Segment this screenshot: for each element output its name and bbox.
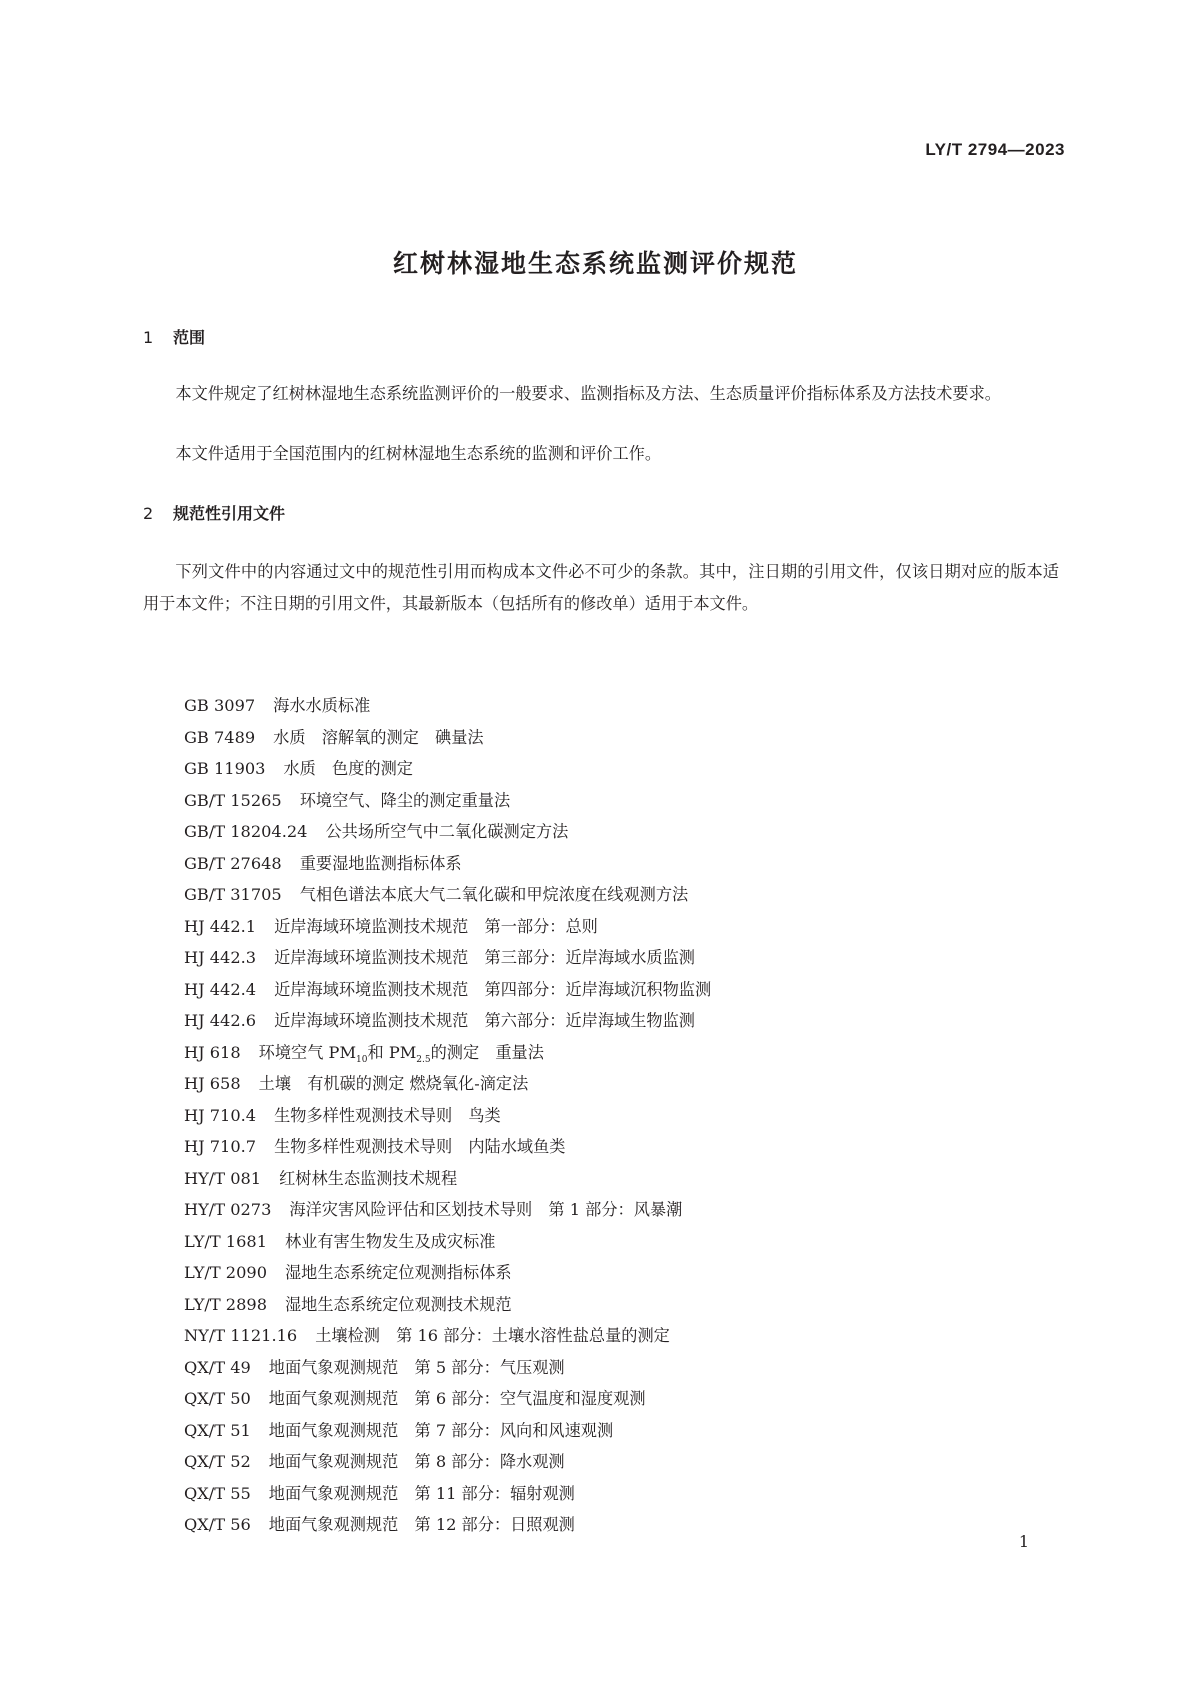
reference-code: LY/T 1681	[184, 1231, 267, 1251]
reference-title: 气相色谱法本底大气二氧化碳和甲烷浓度在线观测方法	[299, 885, 689, 904]
reference-item	[184, 1131, 711, 1163]
reference-item	[184, 1289, 711, 1321]
reference-item	[184, 1068, 711, 1100]
reference-item	[184, 785, 711, 817]
reference-code: QX/T 55	[184, 1483, 251, 1503]
reference-title: 地面气象观测规范 第 12 部分：日照观测	[268, 1515, 575, 1534]
reference-title: 湿地生态系统定位观测技术规范	[285, 1294, 512, 1314]
reference-title: 水质 色度的测定	[283, 759, 413, 778]
section-2-number: 2	[143, 504, 154, 523]
reference-code: HJ 442.4	[184, 979, 257, 999]
reference-code: HJ 442.6	[184, 1011, 257, 1030]
reference-code: GB/T 18204.24	[184, 822, 308, 841]
reference-title-part-b: 和 PM	[367, 1042, 417, 1062]
reference-title: 公共场所空气中二氧化碳测定方法	[325, 822, 569, 841]
section-1-paragraph-2: 本文件适用于全国范围内的红树林湿地生态系统的监测和评价工作。	[175, 444, 662, 463]
reference-item	[184, 1478, 711, 1510]
reference-title: 地面气象观测规范 第 6 部分：空气温度和湿度观测	[268, 1389, 646, 1408]
reference-item	[184, 848, 711, 880]
reference-title: 湿地生态系统定位观测指标体系	[285, 1263, 512, 1282]
reference-title: 地面气象观测规范 第 5 部分：气压观测	[268, 1357, 565, 1377]
reference-code: GB 7489	[184, 727, 256, 747]
reference-code: QX/T 49	[184, 1357, 251, 1377]
reference-code: QX/T 52	[184, 1452, 251, 1471]
reference-item	[184, 879, 711, 911]
reference-title: 近岸海域环境监测技术规范 第六部分：近岸海域生物监测	[274, 1011, 695, 1030]
reference-item	[184, 816, 711, 848]
standard-code: LY/T 2794—2023	[925, 140, 1065, 159]
reference-item	[184, 1163, 711, 1195]
reference-title: 地面气象观测规范 第 11 部分：辐射观测	[268, 1483, 575, 1503]
reference-item	[184, 753, 711, 785]
subscript-10: 10	[356, 1054, 368, 1065]
reference-code: HY/T 081	[184, 1168, 262, 1188]
reference-item	[184, 1446, 711, 1478]
section-2-heading	[143, 501, 285, 524]
reference-item	[184, 1509, 711, 1541]
reference-item	[184, 1226, 711, 1258]
reference-code: HY/T 0273	[184, 1200, 272, 1219]
reference-title: 土壤检测 第 16 部分：土壤水溶性盐总量的测定	[315, 1326, 670, 1345]
reference-title-part-a: 环境空气 PM	[258, 1042, 357, 1062]
document-title: 红树林湿地生态系统监测评价规范	[392, 249, 798, 278]
reference-title: 生物多样性观测技术导则 内陆水域鱼类	[274, 1137, 566, 1156]
reference-title: 水质 溶解氧的测定 碘量法	[273, 727, 484, 747]
reference-item	[184, 1100, 711, 1132]
reference-title: 海洋灾害风险评估和区划技术导则 第 1 部分：风暴潮	[289, 1200, 683, 1219]
reference-item	[184, 1257, 711, 1289]
reference-title: 近岸海域环境监测技术规范 第四部分：近岸海域沉积物监测	[274, 979, 712, 999]
reference-title: 重要湿地监测指标体系	[299, 853, 462, 873]
reference-code: HJ 658	[184, 1074, 241, 1093]
reference-item	[184, 1037, 711, 1069]
section-1-title: 范围	[173, 328, 206, 347]
reference-title: 近岸海域环境监测技术规范 第一部分：总则	[274, 916, 598, 936]
reference-item	[184, 1194, 711, 1226]
reference-code: GB/T 27648	[184, 853, 282, 873]
reference-item	[184, 1320, 711, 1352]
reference-item	[184, 690, 711, 722]
subscript-2-5: 2.5	[416, 1054, 431, 1065]
reference-code: HJ 618	[184, 1042, 241, 1062]
reference-code: HJ 442.1	[184, 916, 257, 936]
reference-code: QX/T 56	[184, 1515, 251, 1534]
reference-code: GB 3097	[184, 696, 256, 715]
reference-title-part-c: 的测定 重量法	[430, 1042, 544, 1062]
reference-title: 林业有害生物发生及成灾标准	[285, 1231, 496, 1251]
reference-code: NY/T 1121.16	[184, 1326, 298, 1345]
reference-item	[184, 1383, 711, 1415]
reference-code: QX/T 51	[184, 1420, 251, 1440]
page-number: 1	[1018, 1532, 1029, 1551]
reference-title	[258, 1042, 544, 1065]
reference-title: 海水水质标准	[273, 696, 371, 715]
reference-title: 地面气象观测规范 第 7 部分：风向和风速观测	[268, 1420, 614, 1440]
reference-code: GB 11903	[184, 759, 266, 778]
section-2-title: 规范性引用文件	[173, 504, 286, 523]
reference-code: HJ 442.3	[184, 948, 257, 967]
reference-item	[184, 1352, 711, 1384]
reference-code: HJ 710.4	[184, 1105, 257, 1125]
reference-title: 近岸海域环境监测技术规范 第三部分：近岸海域水质监测	[274, 948, 695, 967]
section-1-number: 1	[143, 328, 154, 347]
reference-code: GB/T 31705	[184, 885, 282, 904]
reference-title: 红树林生态监测技术规程	[279, 1168, 458, 1188]
reference-item	[184, 722, 711, 754]
section-2-intro: 下列文件中的内容通过文中的规范性引用而构成本文件必不可少的条款。其中，注日期的引用文件，仅该日期对应的版本适用于本文件；不注日期的引用文件，其最新版本（包括所有的修改单）适用于本文件。	[143, 562, 1059, 613]
reference-code: LY/T 2898	[184, 1294, 267, 1314]
reference-code: LY/T 2090	[184, 1263, 267, 1282]
reference-title: 环境空气、降尘的测定重量法	[299, 790, 511, 810]
reference-title: 地面气象观测规范 第 8 部分：降水观测	[268, 1452, 565, 1471]
reference-code: GB/T 15265	[184, 790, 282, 810]
reference-code: HJ 710.7	[184, 1137, 257, 1156]
reference-item	[184, 1005, 711, 1037]
section-1-paragraph-1: 本文件规定了红树林湿地生态系统监测评价的一般要求、监测指标及方法、生态质量评价指标体系及方法技术要求。	[175, 384, 1001, 403]
reference-item	[184, 911, 711, 943]
section-1-heading	[143, 325, 205, 348]
reference-title: 生物多样性观测技术导则 鸟类	[274, 1105, 501, 1125]
normative-references-list	[184, 690, 711, 1541]
reference-item	[184, 942, 711, 974]
reference-title: 土壤 有机碳的测定 燃烧氧化-滴定法	[258, 1074, 529, 1093]
reference-code: QX/T 50	[184, 1389, 251, 1408]
reference-item	[184, 1415, 711, 1447]
reference-item	[184, 974, 711, 1006]
